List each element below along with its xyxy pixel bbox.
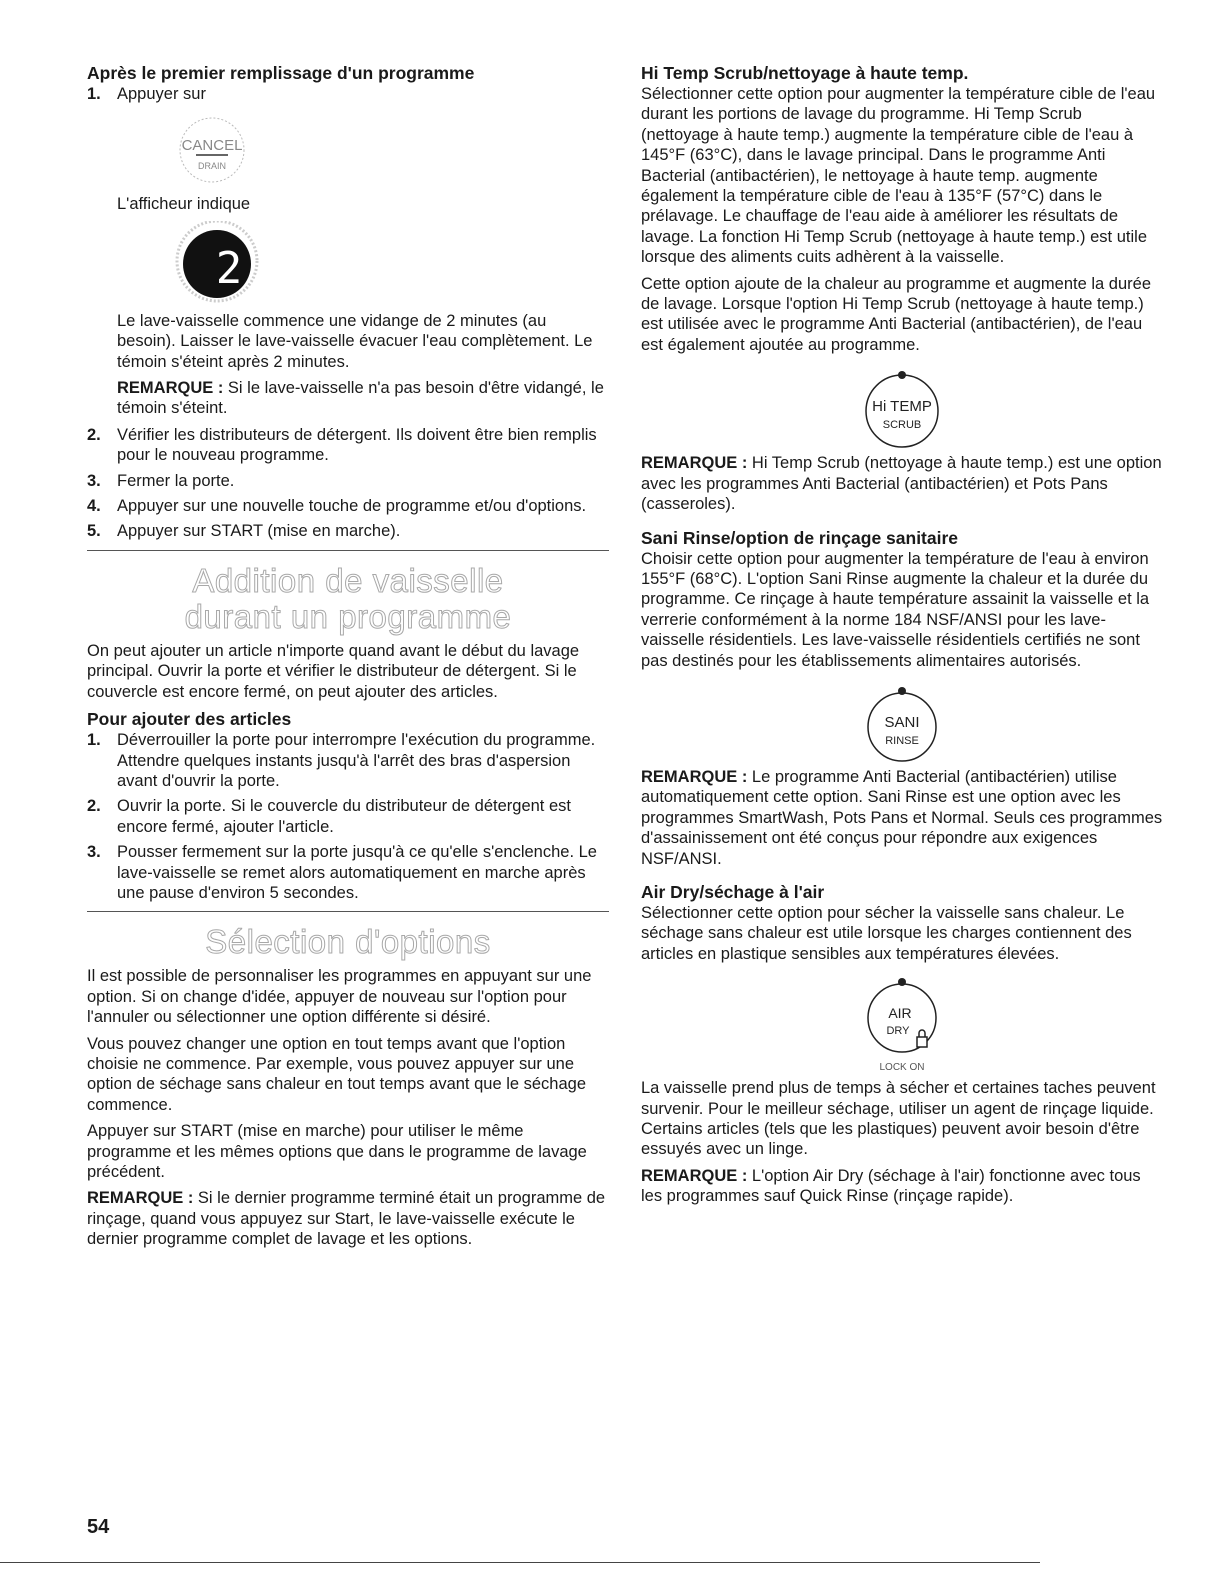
step-text: Vérifier les distributeurs de détergent. Ils doivent être bien remplis pour le nouveau programme. xyxy=(117,425,597,465)
step-text: Ouvrir la porte. Si le couvercle du distributeur de détergent est encore fermé, ajouter l'article. xyxy=(117,797,571,836)
step-number: 1. xyxy=(87,731,101,750)
air-dry-button xyxy=(641,970,1163,1078)
note-text: Si le lave-vaisselle n'a pas besoin d'être vidangé, le témoin s'éteint. xyxy=(117,379,604,418)
step-number: 1. xyxy=(87,85,101,103)
step-number: 2. xyxy=(87,425,101,444)
step-number: 5. xyxy=(87,522,101,541)
note-label: REMARQUE : xyxy=(641,1166,748,1185)
dry-label: DRY xyxy=(886,1025,910,1038)
note-label: REMARQUE : xyxy=(641,767,748,786)
title-line-2: durant un programme xyxy=(184,597,512,635)
airdry-paragraph-2: La vaisselle prend plus de temps à sécher et certaines taches peuvent survenir. Pour le meilleur séchage, utiliser un agent de rinçage liquide. Certains articles (tels que les plastiques) peuvent avoir besoin d'être essuyés avec un linge. xyxy=(641,1079,1156,1159)
step-item xyxy=(87,730,609,791)
note-4 xyxy=(641,767,1163,869)
sani-label: SANI xyxy=(884,713,920,731)
step-1 xyxy=(87,84,609,104)
section-divider xyxy=(87,550,609,551)
sani-paragraph: Choisir cette option pour augmenter la température de l'eau à environ 155°F (68°C). L'option Sani Rinse augmente la chaleur et la durée du programme. Ce rinçage à haute température assainit la vaisselle et la verrerie conformément à la norme 184 NSF/ANSI pour les lave-vaisselle résidentiels. Les lave-vaisselle résidentiels certifiés ne sont pas destinés pour les établissements alimentaires autorisés. xyxy=(641,549,1150,670)
step-item xyxy=(87,425,609,466)
after-fill-heading: Après le premier remplissage d'un programme xyxy=(87,63,475,83)
step-text: Appuyer sur une nouvelle touche de programme et/ou d'options. xyxy=(117,497,587,516)
step-text: Appuyer sur START (mise en marche). xyxy=(117,522,401,541)
footer-rule xyxy=(0,1562,1040,1563)
step-text: Pousser fermement sur la porte jusqu'à ce qu'elle s'enclenche. Le lave-vaisselle se remet alors automatiquement en marche après une pause d'environ 5 secondes. xyxy=(117,843,597,902)
step-number: 4. xyxy=(87,497,101,516)
step-item xyxy=(87,842,609,903)
note-label: REMARQUE : xyxy=(641,454,748,473)
note-5 xyxy=(641,1166,1163,1207)
drain-label: DRAIN xyxy=(197,161,227,172)
options-paragraph-1: Il est possible de personnaliser les programmes en appuyant sur une option. Si on change d'idée, appuyer de nouveau sur l'option pour l'annuler ou sélectionner une option différente si désiré. xyxy=(87,967,592,1027)
cancel-label: CANCEL xyxy=(181,137,243,155)
hitemp-paragraph-1: Sélectionner cette option pour augmenter la température cible de l'eau durant les portions de lavage du programme. Hi Temp Scrub (nettoyage à haute temp.) augmente la température cible de l'eau à 145°F (63°C), dans le lavage principal. Dans le programme Anti Bacterial (antibactérien), le nettoyage à haute temp. augmente également la température cible de l'eau à 135°F (57°C) dans le prélavage. Le chauffage de l'eau aide à améliorer les résultats de lavage. La fonction Hi Temp Scrub (nettoyage à haute temp.) est utile lorsque des aliments cuits adhèrent à la vaisselle. xyxy=(641,85,1156,267)
airdry-heading: Air Dry/séchage à l'air xyxy=(641,881,825,902)
note-1 xyxy=(87,378,609,419)
add-steps xyxy=(87,730,609,903)
cancel-drain-button xyxy=(87,114,609,194)
hitemp-heading: Hi Temp Scrub/nettoyage à haute temp. xyxy=(641,63,969,83)
section-divider xyxy=(87,911,609,912)
display-digit: 2 xyxy=(215,242,243,294)
left-column xyxy=(87,62,609,1256)
step-number: 3. xyxy=(87,843,101,862)
hitemp-scrub-button xyxy=(641,361,1163,453)
note-text: Si le dernier programme terminé était un programme de rinçage, quand vous appuyez sur Start, le lave-vaisselle exécute le dernier programme complet de lavage et les options. xyxy=(87,1189,606,1249)
title-line-1: Addition de vaisselle xyxy=(192,561,504,599)
note-label: REMARQUE : xyxy=(117,379,224,398)
step-text: Fermer la porte. xyxy=(117,471,235,490)
scrub-label: SCRUB xyxy=(882,419,922,432)
options-paragraph-3: Appuyer sur START (mise en marche) pour utiliser le même programme et les mêmes options que dans le programme de lavage précédent. xyxy=(87,1122,587,1181)
sani-heading: Sani Rinse/option de rinçage sanitaire xyxy=(641,527,959,548)
step-item xyxy=(87,796,609,837)
note-label: REMARQUE : xyxy=(87,1189,194,1208)
step-item xyxy=(87,471,609,491)
step-number: 2. xyxy=(87,797,101,816)
display-label: L'afficheur indique xyxy=(117,195,251,214)
step-text: Appuyer sur xyxy=(117,85,206,103)
note-2 xyxy=(87,1188,609,1249)
add-dishes-title xyxy=(87,563,609,635)
step-number: 3. xyxy=(87,471,101,490)
airdry-paragraph-1: Sélectionner cette option pour sécher la vaisselle sans chaleur. Le séchage sans chaleur est utile lorsque les charges contiennent des articles en plastique sensibles aux températures élevées. xyxy=(641,903,1132,963)
step-text: Déverrouiller la porte pour interrompre l'exécution du programme. Attendre quelques instants jusqu'à l'arrêt des bras d'aspersion avant d'ouvrir la porte. xyxy=(117,731,596,790)
add-heading: Pour ajouter des articles xyxy=(87,709,292,730)
step-item xyxy=(87,496,609,516)
note-3 xyxy=(641,453,1163,514)
sani-rinse-button xyxy=(641,677,1163,767)
rinse-label: RINSE xyxy=(885,734,919,747)
display-indicator xyxy=(87,221,609,309)
right-column xyxy=(641,62,1163,1213)
note-text: L'option Air Dry (séchage à l'air) fonctionne avec tous les programmes sauf Quick Rinse (rinçage rapide). xyxy=(641,1166,1141,1206)
options-paragraph-2: Vous pouvez changer une option en tout temps avant que l'option choisie ne commence. Par exemple, vous pouvez appuyer sur une option de séchage sans chaleur en tout temps avant que le séchage commence. xyxy=(87,1034,587,1114)
page-number: 54 xyxy=(87,1516,110,1538)
note-text: Le programme Anti Bacterial (antibactérien) utilise automatiquement cette option. Sani Rinse est une option avec les programmes SmartWash, Pots Pans et Normal. Seuls ces programmes d'assainissement ont été conçus pour répondre aux exigences NSF/ANSI. xyxy=(641,767,1163,868)
lock-icon xyxy=(917,1030,927,1047)
step-item xyxy=(87,521,609,541)
options-title: Sélection d'options xyxy=(205,923,491,961)
hitemp-label: Hi TEMP xyxy=(872,398,932,416)
lock-on-label: LOCK ON xyxy=(879,1062,925,1074)
note-text: Hi Temp Scrub (nettoyage à haute temp.) est une option avec les programmes Anti Bacterial (antibactérien) et Pots Pans (casseroles). xyxy=(641,454,1162,514)
steps-2-5 xyxy=(87,425,609,542)
drain-text: Le lave-vaisselle commence une vidange de 2 minutes (au besoin). Laisser le lave-vaisselle évacuer l'eau complètement. Le témoin s'éteint après 2 minutes. xyxy=(117,311,593,371)
hitemp-paragraph-2: Cette option ajoute de la chaleur au programme et augmente la durée de lavage. Lorsque l'option Hi Temp Scrub (nettoyage à haute temp.) est utilisée avec le programme Anti Bacterial (antibactérien), de l'eau est également ajoutée au programme. xyxy=(641,274,1151,354)
air-label: AIR xyxy=(888,1005,912,1022)
add-intro: On peut ajouter un article n'importe quand avant le début du lavage principal. Ouvrir la porte et vérifier le distributeur de détergent. Si le couvercle est encore fermé, on peut ajouter des articles. xyxy=(87,641,580,701)
